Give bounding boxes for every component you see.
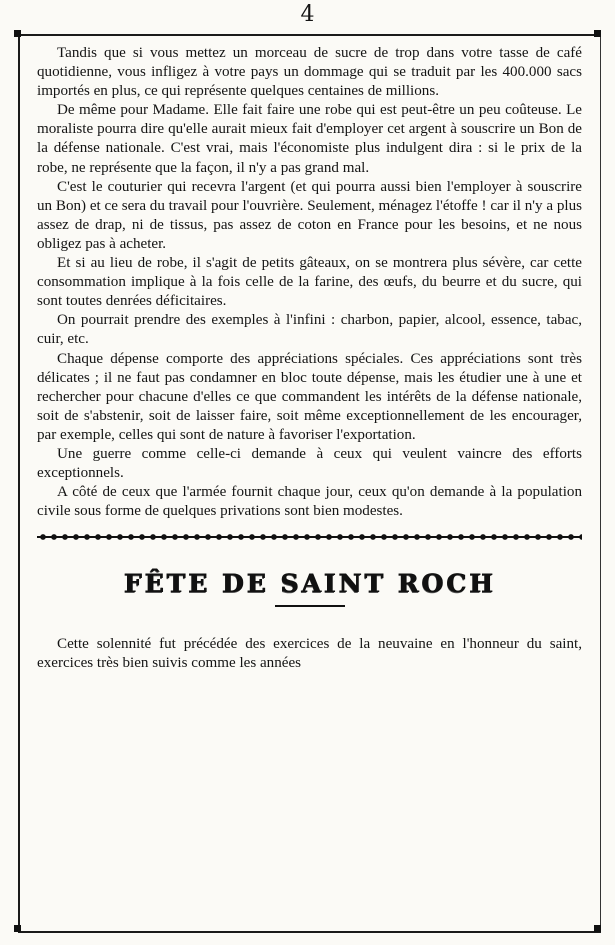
paragraph-8: A côté de ceux que l'armée fournit chaque jour, ceux qu'on demande à la population civile sous forme de quelques privations sont bien modestes.	[37, 484, 582, 520]
corner-ornament	[594, 925, 601, 932]
section-opening-paragraph: Cette solennité fut précédée des exercices de la neuvaine en l'honneur du saint, exercices très bien suivis comme les années	[37, 636, 582, 672]
section-title: FÊTE DE SAINT ROCH	[123, 569, 496, 599]
paragraph-5: On pourrait prendre des exemples à l'infini : charbon, papier, alcool, essence, tabac, cuir, etc.	[37, 312, 582, 348]
paragraph-7: Une guerre comme celle-ci demande à ceux qui veulent vaincre des efforts exceptionnels.	[37, 445, 582, 482]
ornamental-divider	[37, 531, 582, 543]
paragraph-1: Tandis que si vous mettez un morceau de sucre de trop dans votre tasse de café quotidienne, vous infligez à votre pays un dommage qui se traduit par les 400.000 sacs importés en plus, ce qui représente quelques centaines de millions.	[37, 45, 582, 100]
paragraph-3: C'est le couturier qui recevra l'argent (et qui pourra aussi bien l'employer à souscrire un Bon) et ce sera du travail pour l'ouvrière. Seulement, ménagez l'étoffe ! car il n'y a plus assez de drap, ni de tissus, pas assez de coton en France pour les besoins, et ne nous obligez pas à acheter.	[37, 178, 582, 252]
corner-ornament	[594, 30, 601, 37]
article-body	[37, 44, 582, 521]
corner-ornament	[14, 30, 21, 37]
paragraph-2: De même pour Madame. Elle fait faire une robe qui est peut-être un peu coûteuse. Le moraliste pourra dire qu'elle aurait mieux fait d'employer cet argent à souscrire un Bon de la défense nationale. C'est vrai, mais l'économiste plus indulgent dira : si le prix de la robe, ne représente que la façon, il n'y a pas grand mal.	[37, 102, 582, 176]
page-content	[37, 44, 582, 674]
title-underline	[275, 605, 345, 607]
corner-ornament	[14, 925, 21, 932]
paragraph-6: Chaque dépense comporte des appréciations spéciales. Ces appréciations sont très délicates ; il ne faut pas condamner en bloc toute dépense, mais les étudier une à une et rechercher pour chacune d'elles ce que commandent les intérêts de la défense nationale, soit de s'abstenir, soit de laisser faire, soit même exceptionnellement de les encourager, par exemple, celles qui sont de nature à favoriser l'exportation.	[37, 350, 582, 443]
page-number: 4	[300, 2, 315, 27]
paragraph-4: Et si au lieu de robe, il s'agit de petits gâteaux, on se montrera plus sévère, car cette consommation implique à la fois celle de la farine, des œufs, du beurre et du sucre, qui sont toutes denrées déficitaires.	[37, 255, 582, 310]
